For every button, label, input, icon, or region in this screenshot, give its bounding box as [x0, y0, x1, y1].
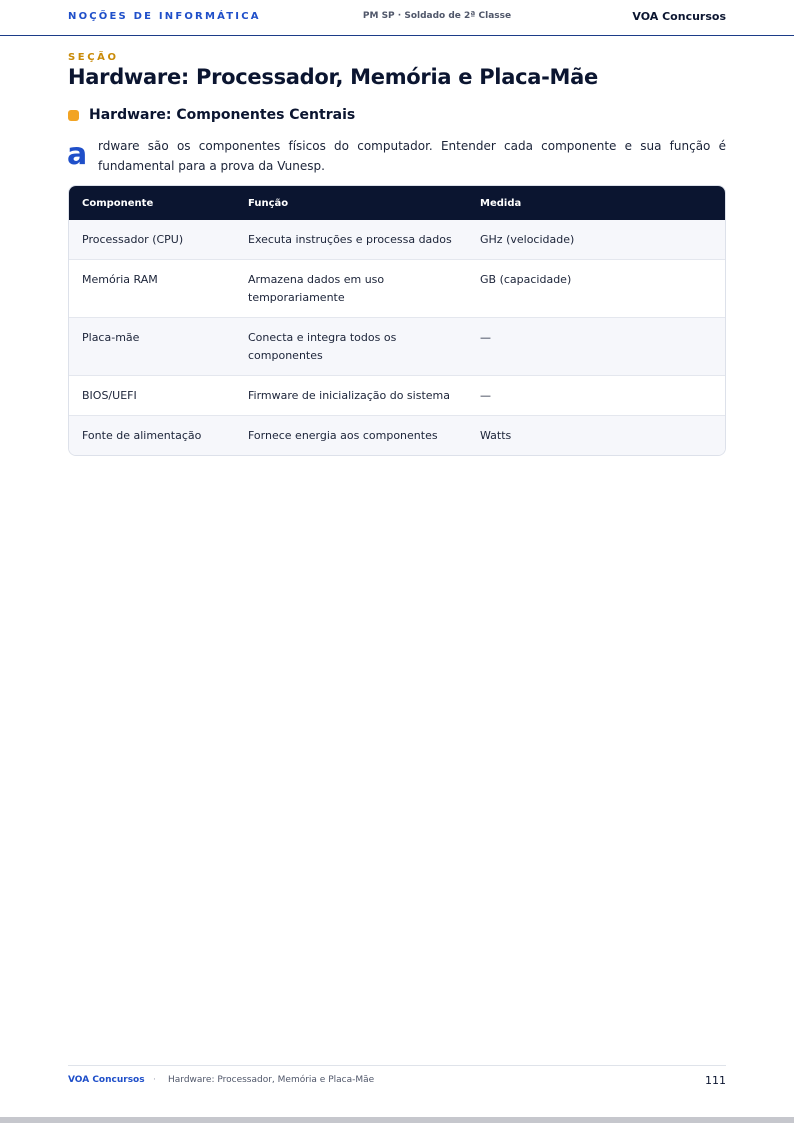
bottom-strip — [0, 1117, 794, 1123]
table-cell: Fornece energia aos componentes — [235, 416, 467, 456]
table-cell: — — [467, 318, 725, 376]
footer-divider — [68, 1065, 726, 1066]
column-header: Componente — [82, 197, 154, 209]
exam-label: PM SP · Soldado de 2ª Classe — [362, 11, 512, 21]
table-cell: Memória RAM — [69, 260, 235, 318]
subsection-heading: Hardware: Componentes Centrais — [89, 107, 356, 123]
square-bullet-icon — [68, 110, 79, 121]
footer-separator: · — [153, 1075, 156, 1085]
footer-title: Hardware: Processador, Memória e Placa-Mãe — [168, 1075, 375, 1085]
intro-paragraph: rdware são os componentes físicos do computador. Entender cada componente e sua função é fundamental para a prova da Vunesp. — [98, 139, 726, 173]
brand-label: VOA Concursos — [632, 10, 726, 23]
column-header: Função — [248, 197, 289, 209]
table-cell: Watts — [467, 416, 725, 456]
table-cell: Firmware de inicialização do sistema — [235, 376, 467, 416]
table-cell: Conecta e integra todos os componentes — [235, 318, 467, 376]
table-cell: GHz (velocidade) — [480, 233, 575, 246]
table-cell: Executa instruções e processa dados — [248, 233, 452, 246]
components-table — [68, 185, 726, 456]
table-row — [69, 260, 725, 318]
drop-cap: a — [67, 137, 88, 172]
column-header: Medida — [480, 197, 522, 209]
table-cell: Fonte de alimentação — [69, 416, 235, 456]
footer-brand: VOA Concursos — [68, 1075, 145, 1085]
page-header — [0, 0, 794, 36]
table-cell: BIOS/UEFI — [69, 376, 235, 416]
table-row — [69, 376, 725, 416]
table-header-row — [69, 186, 725, 220]
table-cell: — — [467, 376, 725, 416]
table-row — [69, 416, 725, 456]
table-cell: Placa-mãe — [69, 318, 235, 376]
section-tag: SEÇÃO — [68, 52, 119, 63]
table-row — [69, 220, 725, 260]
subject-label: NOÇÕES DE INFORMÁTICA — [68, 11, 261, 22]
table-cell: Processador (CPU) — [82, 233, 184, 246]
table-cell: GB (capacidade) — [467, 260, 725, 318]
table-cell: Armazena dados em uso temporariamente — [235, 260, 467, 318]
page-number: 111 — [705, 1074, 726, 1087]
page-title: Hardware: Processador, Memória e Placa-Mãe — [68, 65, 598, 89]
table-row — [69, 318, 725, 376]
